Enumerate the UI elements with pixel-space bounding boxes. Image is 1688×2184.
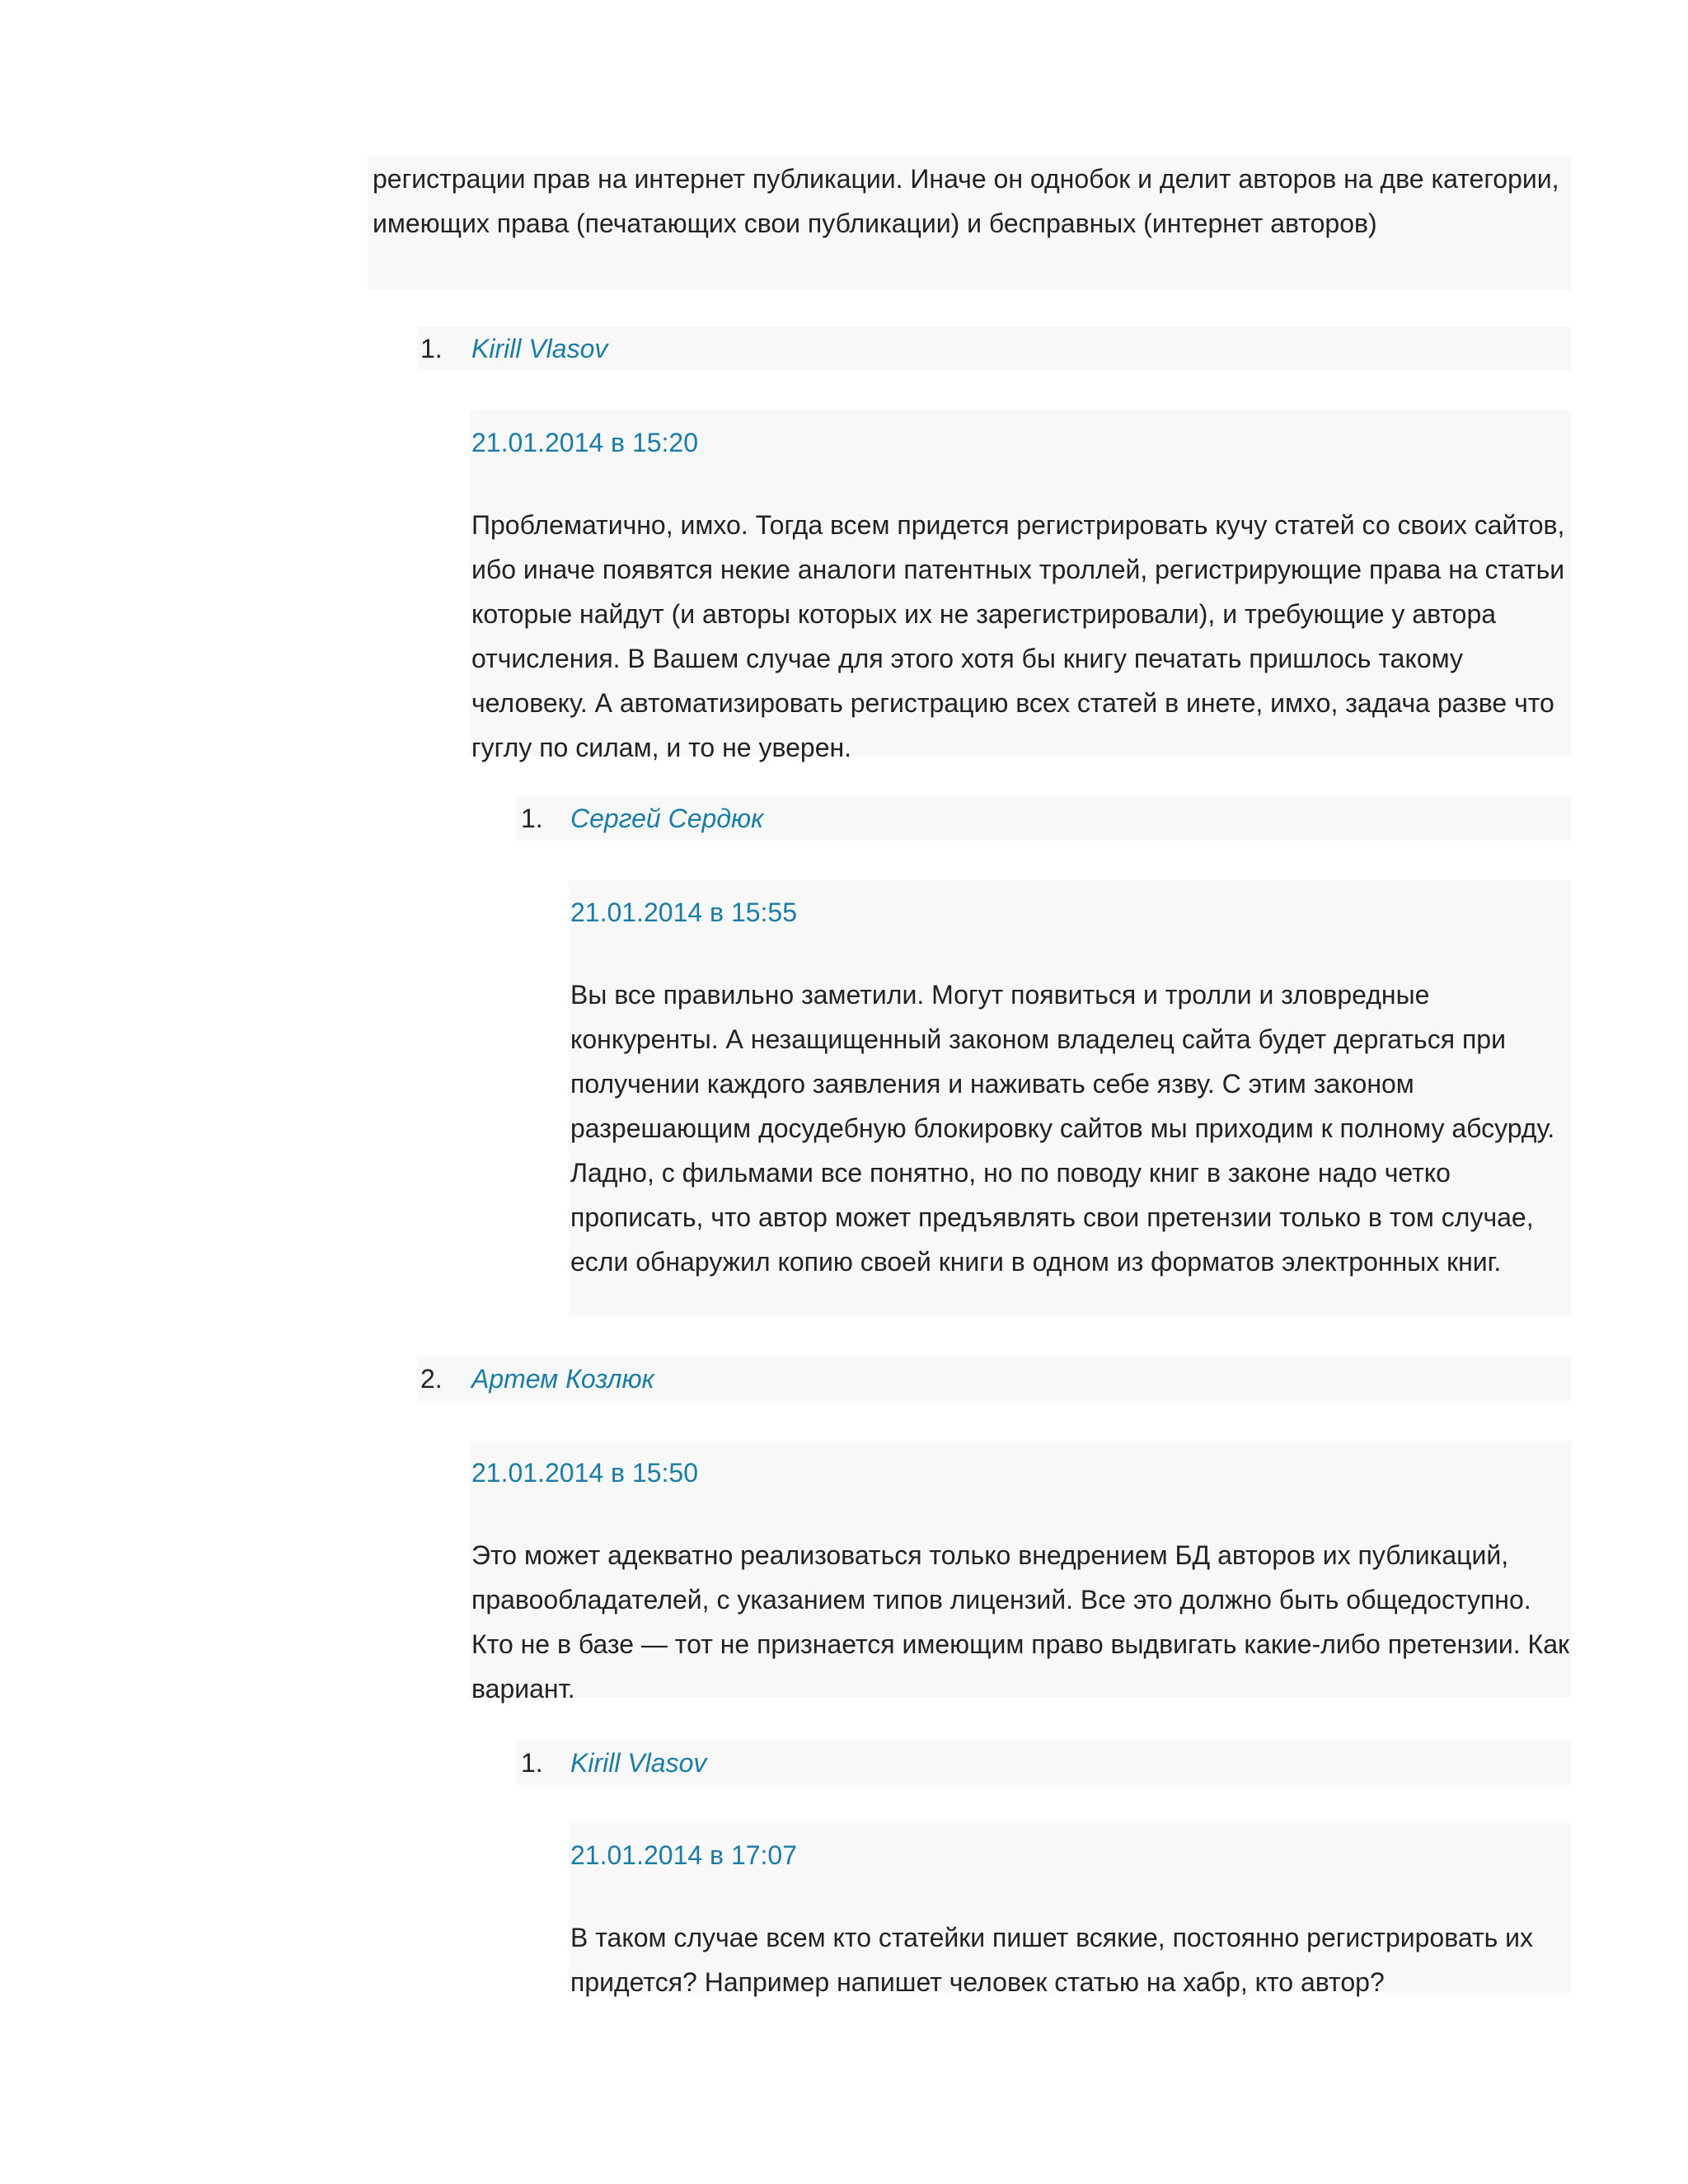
reply-header: [516, 1741, 1571, 1785]
reply-body-block: [569, 880, 1571, 1317]
reply-author-link[interactable]: Kirill Vlasov: [570, 1748, 707, 1778]
comment-number: 1.: [420, 334, 443, 363]
reply-text: В таком случае всем кто статейки пишет всякие, постоянно регистрировать их придется? Например напишет человек статью на хабр, кто автор?: [570, 1923, 1534, 1997]
comment-body-block: [470, 410, 1571, 762]
reply-number: 1.: [521, 1748, 543, 1778]
reply-number: 1.: [521, 804, 543, 833]
comment-header: [417, 326, 1571, 371]
comment-body-block: [470, 1441, 1571, 1704]
intro-comment-text: регистрации прав на интернет публикации. Иначе он однобок и делит авторов на две категории, имеющих права (печатающих свои публикации) и бесправных (интернет авторов): [373, 164, 1559, 238]
comment-text: Это может адекватно реализоваться только внедрением БД авторов их публикаций, правообладателей, с указанием типов лицензий. Все это должно быть общедоступно. Кто не в базе — тот не признается имеющим право выдвигать какие-либо претензии. Как вариант.: [471, 1540, 1569, 1704]
comment-header: [417, 1357, 1571, 1401]
reply-date-link[interactable]: 21.01.2014 в 17:07: [570, 1840, 798, 1870]
comment-date-link[interactable]: 21.01.2014 в 15:50: [471, 1458, 699, 1488]
comment-author-link[interactable]: Артем Козлюк: [471, 1364, 654, 1394]
reply-text: Вы все правильно заметили. Могут появиться и тролли и зловредные конкуренты. А незащищенный законом владелец сайта будет дергаться при получении каждого заявления и наживать себе язву. С этим законом разрешающим досудебную блокировку сайтов мы приходим к полному абсурду. Ладно, с фильмами все понятно, но по поводу книг в законе надо четко прописать, что автор может предъявлять свои претензии только в том случае, если обнаружил копию своей книги в одном из форматов электронных книг.: [570, 980, 1555, 1277]
reply-header: [516, 796, 1571, 841]
comment-date-link[interactable]: 21.01.2014 в 15:20: [471, 428, 699, 457]
reply-date-link[interactable]: 21.01.2014 в 15:55: [570, 898, 798, 927]
comment-author-link[interactable]: Kirill Vlasov: [471, 334, 608, 363]
comment-text: Проблематично, имхо. Тогда всем придется регистрировать кучу статей со своих сайтов, ибо иначе появятся некие аналоги патентных троллей, регистрирующие права на статьи которые найдут (и авторы которых их не зарегистрировали), и требующие у автора отчисления. В Вашем случае для этого хотя бы книгу печатать пришлось такому человеку. А автоматизировать регистрацию всех статей в инете, имхо, задача разве что гуглу по силам, и то не уверен.: [471, 510, 1565, 762]
reply-body-block: [569, 1823, 1571, 1997]
intro-comment-block: [368, 157, 1571, 290]
reply-author-link[interactable]: Сергей Сердюк: [570, 804, 764, 833]
comment-number: 2.: [420, 1364, 443, 1394]
